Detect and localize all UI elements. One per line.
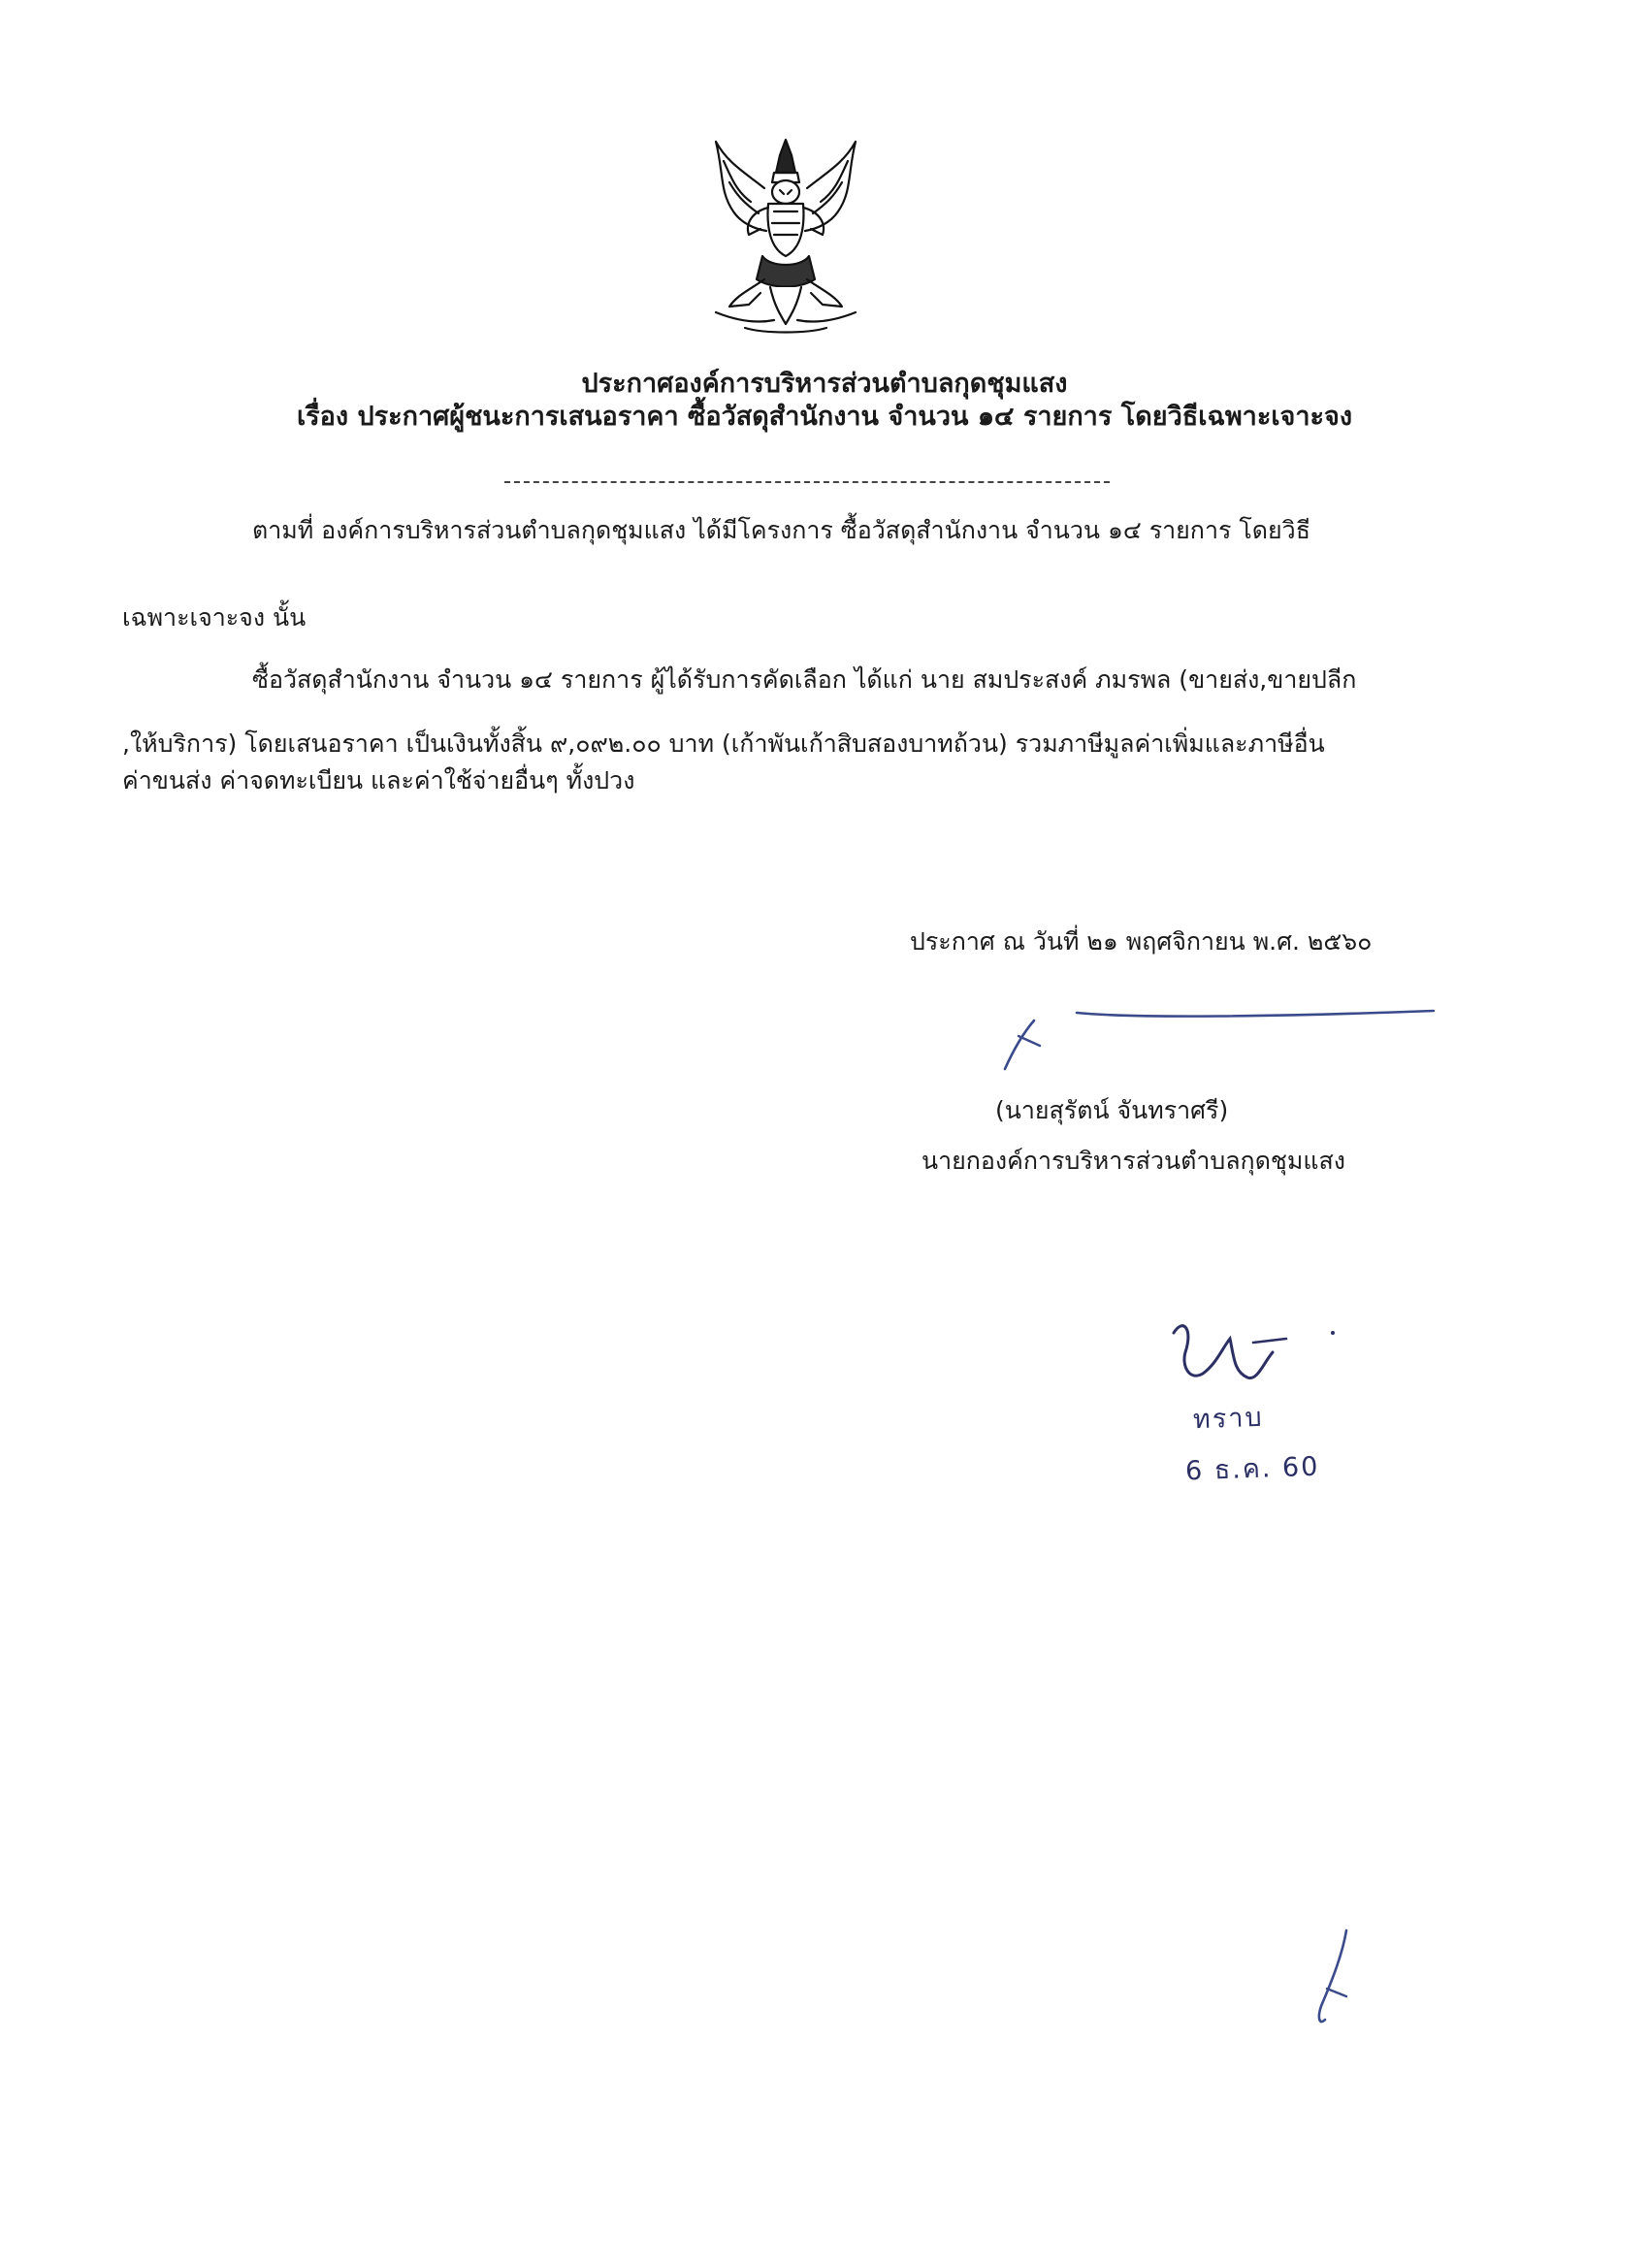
announcement-date: ประกาศ ณ วันที่ ๒๑ พฤศจิกายน พ.ศ. ๒๕๖๐ (910, 927, 1373, 956)
handwritten-initials (1160, 1310, 1354, 1397)
paragraph-2-line-1: ซื้อวัสดุสำนักงาน จำนวน ๑๔ รายการ ผู้ได้รับการคัดเลือก ได้แก่ นาย สมประสงค์ ภมรพล (ขายส่ง,ขายปลีก (252, 665, 1357, 694)
dashed-divider (504, 481, 1110, 483)
paragraph-1-line-1: ตามที่ องค์การบริหารส่วนตำบลกุดชุมแสง ได้มีโครงการ ซื้อวัสดุสำนักงาน จำนวน ๑๔ รายการ โดยวิธี (252, 516, 1310, 544)
signer-title: นายกองค์การบริหารส่วนตำบลกุดชุมแสง (922, 1147, 1345, 1175)
garuda-emblem (706, 134, 865, 338)
paragraph-2-line-3: ค่าขนส่ง ค่าจดทะเบียน และค่าใช้จ่ายอื่นๆ ทั้งปวง (122, 766, 635, 794)
handwritten-acknowledged: ทราบ (1192, 1402, 1265, 1436)
signature-mark (989, 997, 1445, 1085)
handwritten-date: 6 ธ.ค. 60 (1184, 1451, 1320, 1487)
signer-name: (นายสุรัตน์ จันทราศรี) (995, 1096, 1229, 1124)
paragraph-1-line-2: เฉพาะเจาะจง นั้น (122, 603, 307, 632)
paragraph-2-line-2: ,ให้บริการ) โดยเสนอราคา เป็นเงินทั้งสิ้น ๙,๐๙๒.๐๐ บาท (เก้าพันเก้าสิบสองบาทถ้วน) รวมภาษีมูลค่าเพิ่มและภาษีอื่น (122, 729, 1325, 758)
document-subject: เรื่อง ประกาศผู้ชนะการเสนอราคา ซื้อวัสดุสำนักงาน จำนวน ๑๔ รายการ โดยวิธีเฉพาะเจาะจง (296, 402, 1353, 432)
document-title: ประกาศองค์การบริหารส่วนตำบลกุดชุมแสง (581, 369, 1068, 399)
pen-mark (1308, 1925, 1366, 2041)
